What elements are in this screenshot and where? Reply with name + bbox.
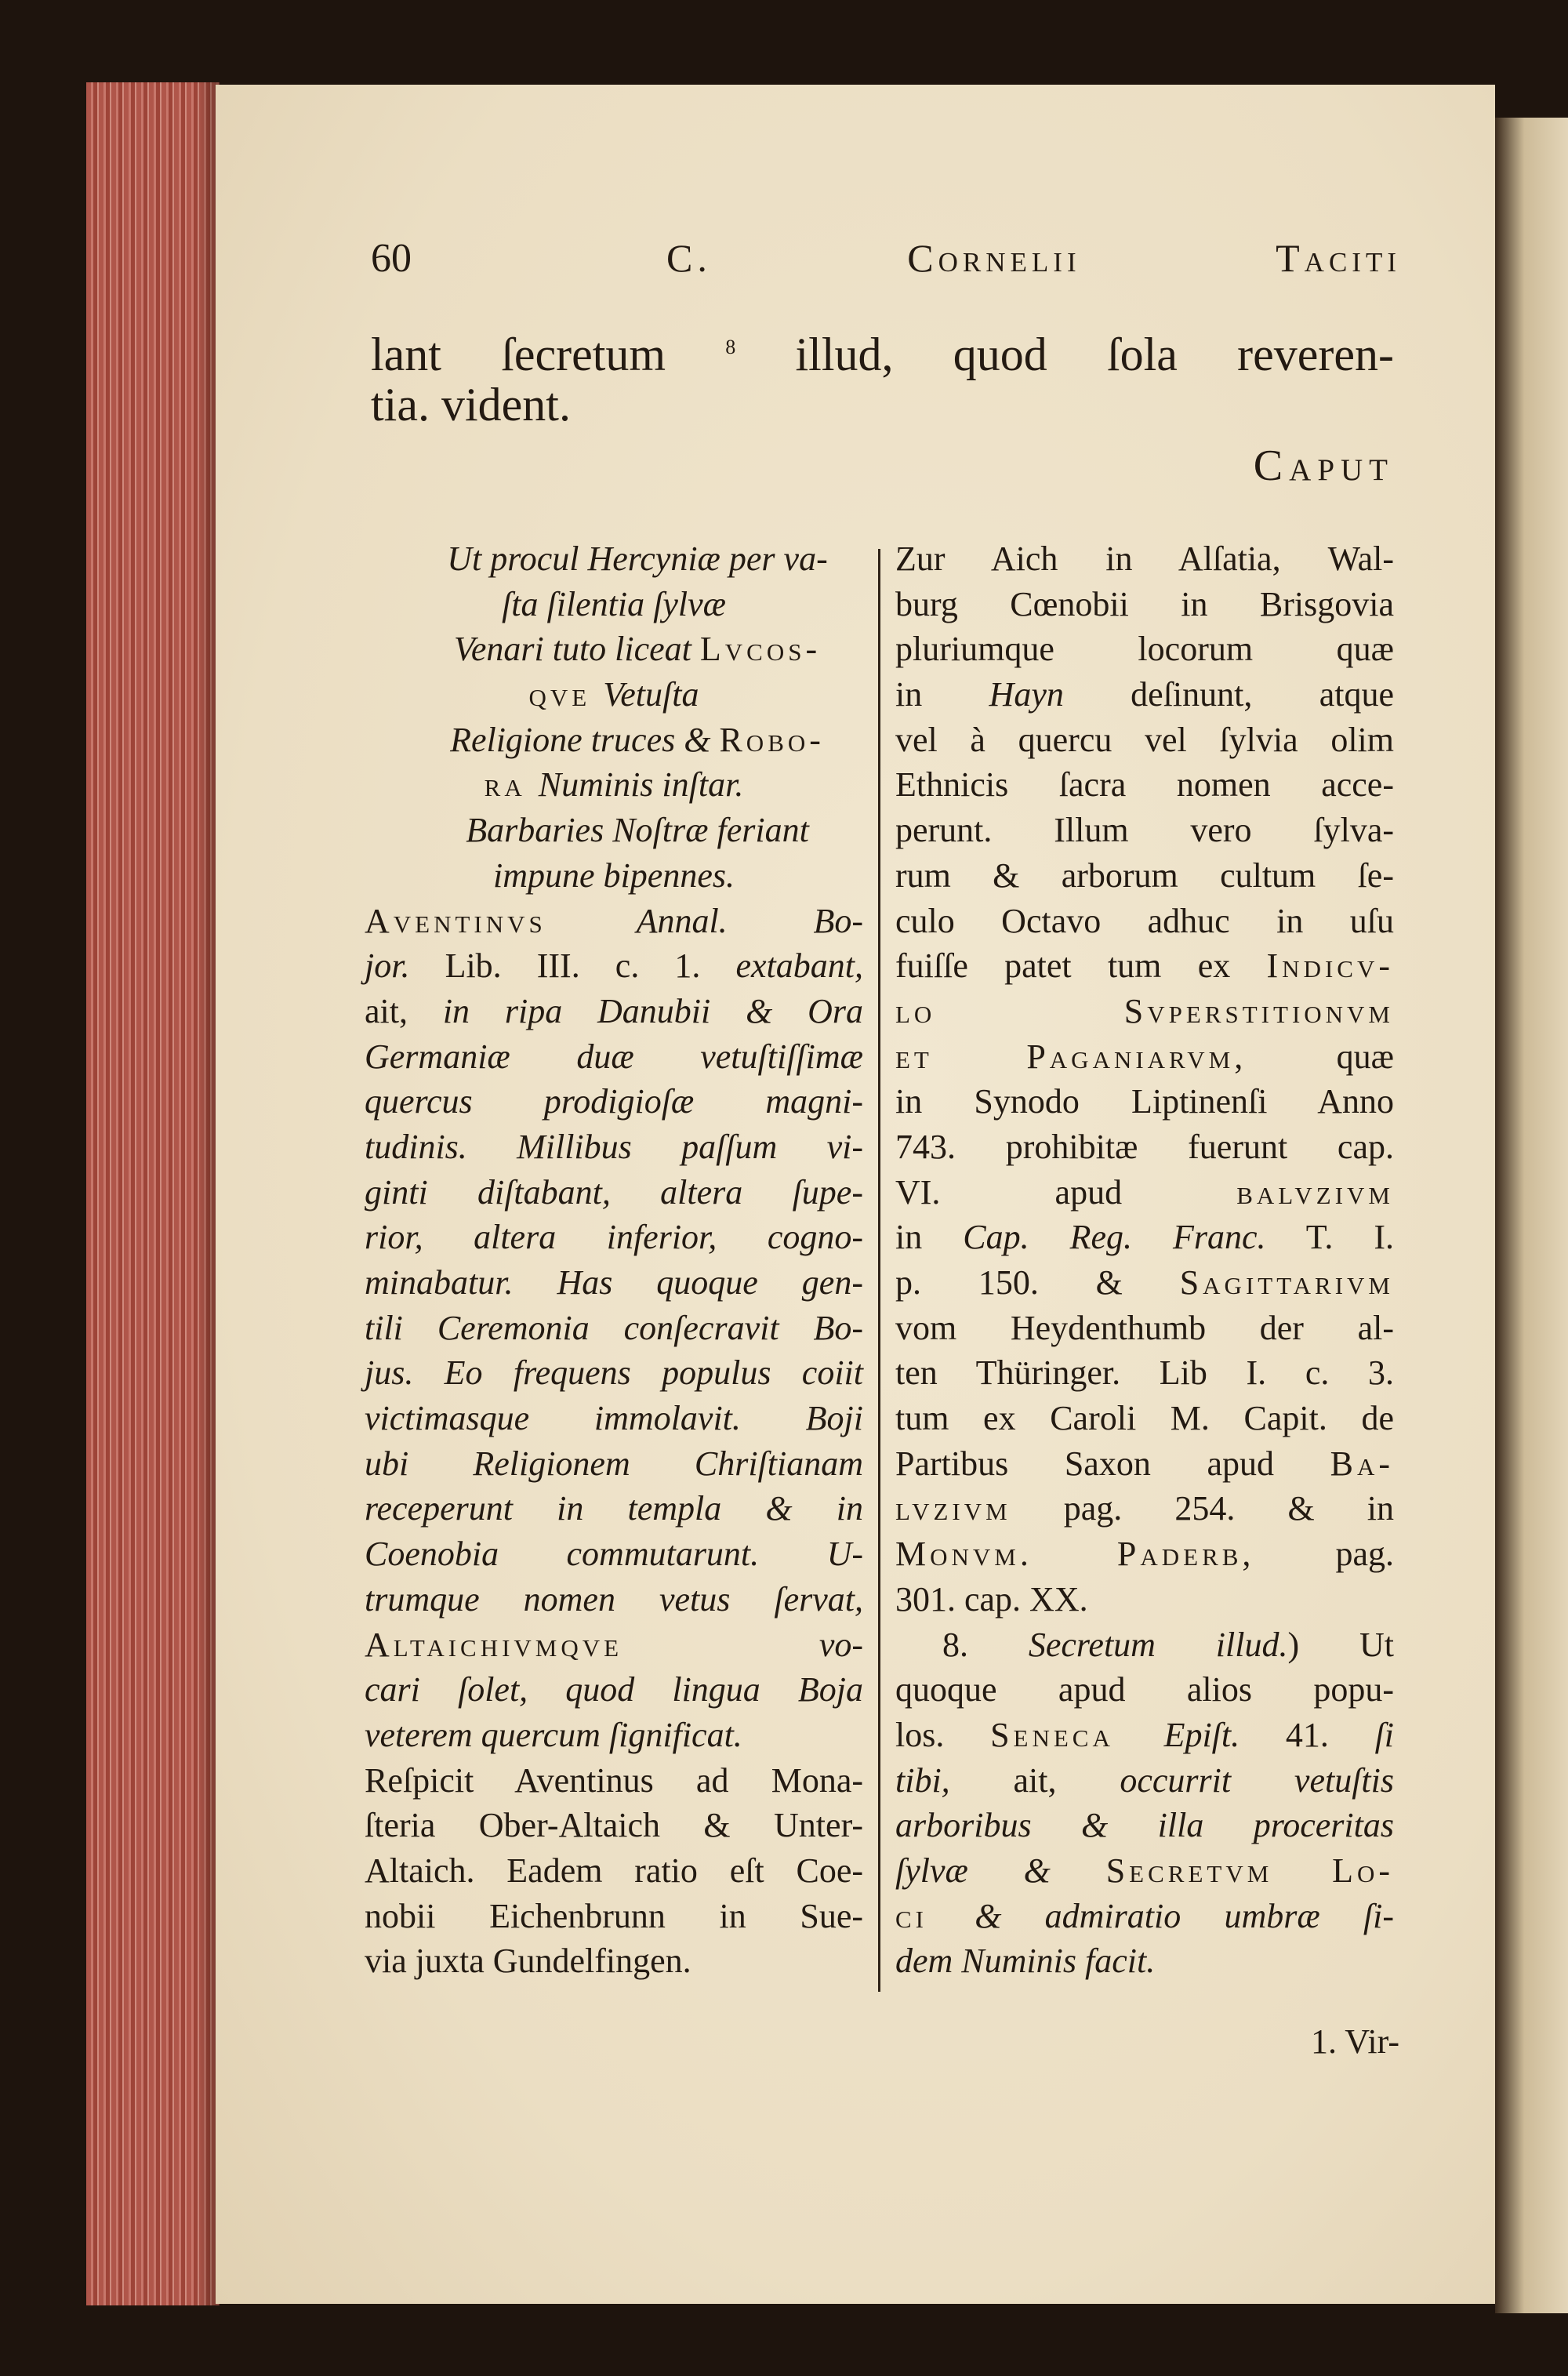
text-segment: arboribus & illa proceritas <box>895 1806 1394 1845</box>
text-line <box>895 582 1394 627</box>
text-segment: Coenobia commutarunt. U- <box>365 1535 863 1574</box>
text-segment: Epiſt. <box>1163 1715 1240 1754</box>
text-segment: burg Cœnobii in Brisgovia <box>895 584 1394 623</box>
text-segment: Lib. III. c. 1. <box>409 946 736 986</box>
text-line <box>365 899 863 944</box>
text-line <box>365 1034 863 1080</box>
text-segment: minabatur. Has quoque gen- <box>365 1263 863 1302</box>
text-line <box>365 853 863 899</box>
text-segment: Annal. Bo- <box>636 901 863 940</box>
text-segment: victimasque immolavit. Boji <box>365 1399 863 1438</box>
text-segment: rum & arborum cultum ſe- <box>895 856 1394 895</box>
text-segment: Indicv- <box>1266 946 1394 986</box>
text-line <box>365 1758 863 1804</box>
text-segment: Barbaries Noſtræ feriant <box>466 811 809 850</box>
body-line-1 <box>371 328 1394 382</box>
text-line <box>895 1170 1394 1215</box>
text-line <box>365 1667 863 1713</box>
text-line <box>895 1260 1394 1306</box>
text-segment: Religione truces & <box>450 720 720 759</box>
text-segment: tibi, <box>895 1760 950 1800</box>
text-line <box>895 1486 1394 1531</box>
text-line <box>365 1894 863 1939</box>
text-segment: trumque nomen vetus ſervat, <box>365 1579 863 1619</box>
body-line-2: tia. vident. <box>371 379 571 431</box>
text-segment: tili Ceremonia conſecravit Bo- <box>365 1308 863 1347</box>
text-segment: jus. Eo frequens populus coiit <box>365 1353 863 1393</box>
text-segment: quæ <box>1247 1037 1394 1076</box>
text-segment: in Synodo Liptinenſi Anno <box>895 1082 1394 1121</box>
text-line <box>365 989 863 1034</box>
text-segment: p. 150. & <box>895 1263 1180 1302</box>
text-segment: culo Octavo adhuc in uſu <box>895 901 1394 940</box>
text-segment: Lvcos- <box>699 630 822 669</box>
text-segment: Hayn <box>989 675 1064 714</box>
running-head: C. Cornelii Taciti <box>666 236 1401 280</box>
text-segment: lo Svperstitionvm <box>895 991 1394 1030</box>
text-segment: Sagittarivm <box>1179 1263 1394 1302</box>
text-line <box>895 1848 1394 1894</box>
text-segment: 8. <box>942 1625 1029 1664</box>
text-line <box>365 1938 863 1984</box>
text-segment: Aventinvs <box>365 901 637 940</box>
text-segment: Reſpicit Aventinus ad Mona- <box>365 1760 863 1800</box>
text-segment: ait, <box>949 1760 1120 1800</box>
text-line <box>365 808 863 853</box>
text-segment: veterem quercum ſignificat. <box>365 1715 742 1754</box>
text-segment: cari ſolet, quod lingua Boja <box>365 1670 863 1709</box>
text-line <box>365 1531 863 1577</box>
text-segment: VI. apud <box>895 1172 1237 1212</box>
text-line <box>365 627 863 672</box>
text-segment: qve <box>528 675 604 714</box>
text-segment: pag. <box>1254 1535 1395 1574</box>
text-segment: pluriumque locorum quæ <box>895 630 1394 669</box>
text-segment: tudinis. Millibus paſſum vi- <box>365 1127 863 1166</box>
text-line <box>895 1577 1394 1622</box>
text-segment: in ripa Danubii & Ora <box>442 991 864 1030</box>
text-line <box>895 672 1394 718</box>
text-segment: in <box>895 675 989 714</box>
text-line <box>365 1848 863 1894</box>
column-divider <box>878 549 880 1992</box>
text-segment: Germaniæ duæ vetuſtiſſimæ <box>365 1037 863 1076</box>
text-segment: Ba- <box>1330 1444 1394 1483</box>
text-line <box>895 1758 1394 1804</box>
text-segment: Zur Aich in Alſatia, Wal- <box>895 540 1394 578</box>
text-line <box>895 1124 1394 1170</box>
text-segment: 743. prohibitæ fuerunt cap. <box>895 1127 1394 1166</box>
text-line <box>895 536 1394 582</box>
text-line <box>895 627 1394 672</box>
page-number: 60 <box>371 236 412 281</box>
text-segment: quercus prodigioſæ magni- <box>365 1082 863 1121</box>
text-segment: balvzivm <box>1236 1172 1394 1212</box>
text-line <box>365 1441 863 1487</box>
text-line <box>895 1667 1394 1713</box>
text-segment: extabant, <box>735 946 863 986</box>
text-segment: ra <box>484 765 539 805</box>
text-segment: vel à quercu vel ſylvia olim <box>895 720 1394 759</box>
text-line <box>895 1350 1394 1396</box>
facing-page-edge <box>1495 118 1568 2313</box>
text-segment: Altaichivmqve <box>365 1625 819 1664</box>
text-line <box>365 536 863 582</box>
text-segment: 301. cap. XX. <box>895 1579 1088 1619</box>
text-segment: tum ex Caroli M. Capit. de <box>895 1399 1394 1438</box>
text-segment: quoque apud alios popu- <box>895 1670 1394 1709</box>
text-segment: Numinis inſtar. <box>538 765 744 805</box>
text-line <box>895 1622 1394 1668</box>
text-segment: deſinunt, atque <box>1063 675 1394 714</box>
text-segment: vom Heydenthumb der al- <box>895 1308 1394 1347</box>
text-segment: pag. 254. & in <box>1011 1489 1394 1528</box>
text-line <box>895 1894 1394 1939</box>
text-line <box>365 943 863 989</box>
text-line <box>895 1034 1394 1080</box>
text-segment: Partibus Saxon apud <box>895 1444 1330 1483</box>
text-segment: fuiſſe patet tum ex <box>895 946 1267 986</box>
text-segment: 8 <box>725 336 736 358</box>
text-line <box>365 1260 863 1306</box>
text-line <box>365 1577 863 1622</box>
text-segment: rior, altera inferior, cogno- <box>365 1218 863 1257</box>
text-line <box>365 718 863 763</box>
footnote-column-right <box>895 536 1394 1984</box>
text-segment: Vetuſta <box>603 675 699 714</box>
text-segment: T. I. <box>1265 1218 1394 1257</box>
text-segment: lvzivm <box>895 1489 1011 1528</box>
text-line <box>895 1803 1394 1848</box>
text-line <box>365 762 863 808</box>
text-segment: Altaich. Eadem ratio eſt Coe- <box>365 1851 863 1890</box>
text-segment: nobii Eichenbrunn in Sue- <box>365 1896 863 1935</box>
text-line <box>895 1215 1394 1260</box>
catchword: 1. Vir- <box>1311 2022 1399 2061</box>
text-line <box>895 853 1394 899</box>
text-segment: ſteria Ober-Altaich & Unter- <box>365 1806 863 1845</box>
text-segment: Venari tuto liceat <box>453 630 700 669</box>
chapter-heading: Caput <box>1253 441 1394 490</box>
text-segment: via juxta Gundelfingen. <box>365 1942 691 1981</box>
text-line <box>895 808 1394 853</box>
text-line <box>365 1124 863 1170</box>
text-line <box>895 899 1394 944</box>
text-line <box>895 1531 1394 1577</box>
text-line <box>365 1306 863 1351</box>
text-segment: et Paganiarvm, <box>895 1037 1247 1076</box>
text-segment: los. <box>895 1715 991 1754</box>
text-segment: Cap. Reg. Franc. <box>963 1218 1266 1257</box>
text-segment: & admiratio umbræ ſi- <box>975 1896 1394 1935</box>
text-line <box>895 1396 1394 1441</box>
text-line <box>895 1938 1394 1984</box>
text-segment: illud, quod ſola reveren- <box>735 329 1394 380</box>
text-segment: receperunt in templa & in <box>365 1489 863 1528</box>
text-segment: perunt. Illum vero ſylva- <box>895 811 1394 850</box>
text-segment: Ethnicis ſacra nomen acce- <box>895 765 1394 805</box>
text-segment: Secretum illud. <box>1028 1625 1288 1664</box>
text-line <box>365 1079 863 1124</box>
text-line <box>895 1441 1394 1487</box>
text-line <box>895 1306 1394 1351</box>
footnote-column-left <box>365 536 863 1984</box>
text-line <box>365 1396 863 1441</box>
text-segment: in <box>895 1218 964 1257</box>
text-segment: dem Numinis facit. <box>895 1942 1156 1981</box>
text-segment: ci <box>895 1896 975 1935</box>
text-segment: lant ſecretum <box>371 329 726 380</box>
text-segment: Secretvm Lo- <box>1105 1851 1394 1890</box>
text-line <box>365 1170 863 1215</box>
text-segment: ſi <box>1374 1715 1395 1754</box>
text-segment: ubi Religionem Chriſtianam <box>365 1444 863 1483</box>
text-line <box>365 1713 863 1758</box>
text-segment: ten Thüringer. Lib I. c. 3. <box>895 1353 1394 1393</box>
text-line <box>365 1803 863 1848</box>
text-line <box>365 672 863 718</box>
text-segment: Monvm. Paderb, <box>895 1535 1255 1574</box>
text-segment: ait, <box>365 991 443 1030</box>
text-segment: vo- <box>818 1625 863 1664</box>
text-line <box>365 1622 863 1668</box>
text-line <box>365 1215 863 1260</box>
text-segment: occurrit vetuſtis <box>1120 1760 1394 1800</box>
text-line <box>365 582 863 627</box>
text-line <box>895 718 1394 763</box>
text-segment: impune bipennes. <box>493 856 735 895</box>
text-segment: Seneca <box>990 1715 1164 1754</box>
text-segment: Robo- <box>719 720 825 759</box>
text-line <box>365 1486 863 1531</box>
text-line <box>895 1713 1394 1758</box>
text-line <box>895 989 1394 1034</box>
text-line <box>895 1079 1394 1124</box>
text-line <box>895 943 1394 989</box>
text-line <box>895 762 1394 808</box>
text-segment: ) Ut <box>1287 1625 1394 1664</box>
text-segment: jor. <box>365 946 410 986</box>
text-segment: Ut procul Hercyniæ per va- <box>447 540 828 578</box>
text-segment: 41. <box>1240 1715 1375 1754</box>
text-segment: ſta ſilentia ſylvæ <box>502 584 726 623</box>
text-segment: ſylvæ & <box>895 1851 1106 1890</box>
text-line <box>365 1350 863 1396</box>
text-segment: ginti diſtabant, altera ſupe- <box>365 1172 863 1212</box>
